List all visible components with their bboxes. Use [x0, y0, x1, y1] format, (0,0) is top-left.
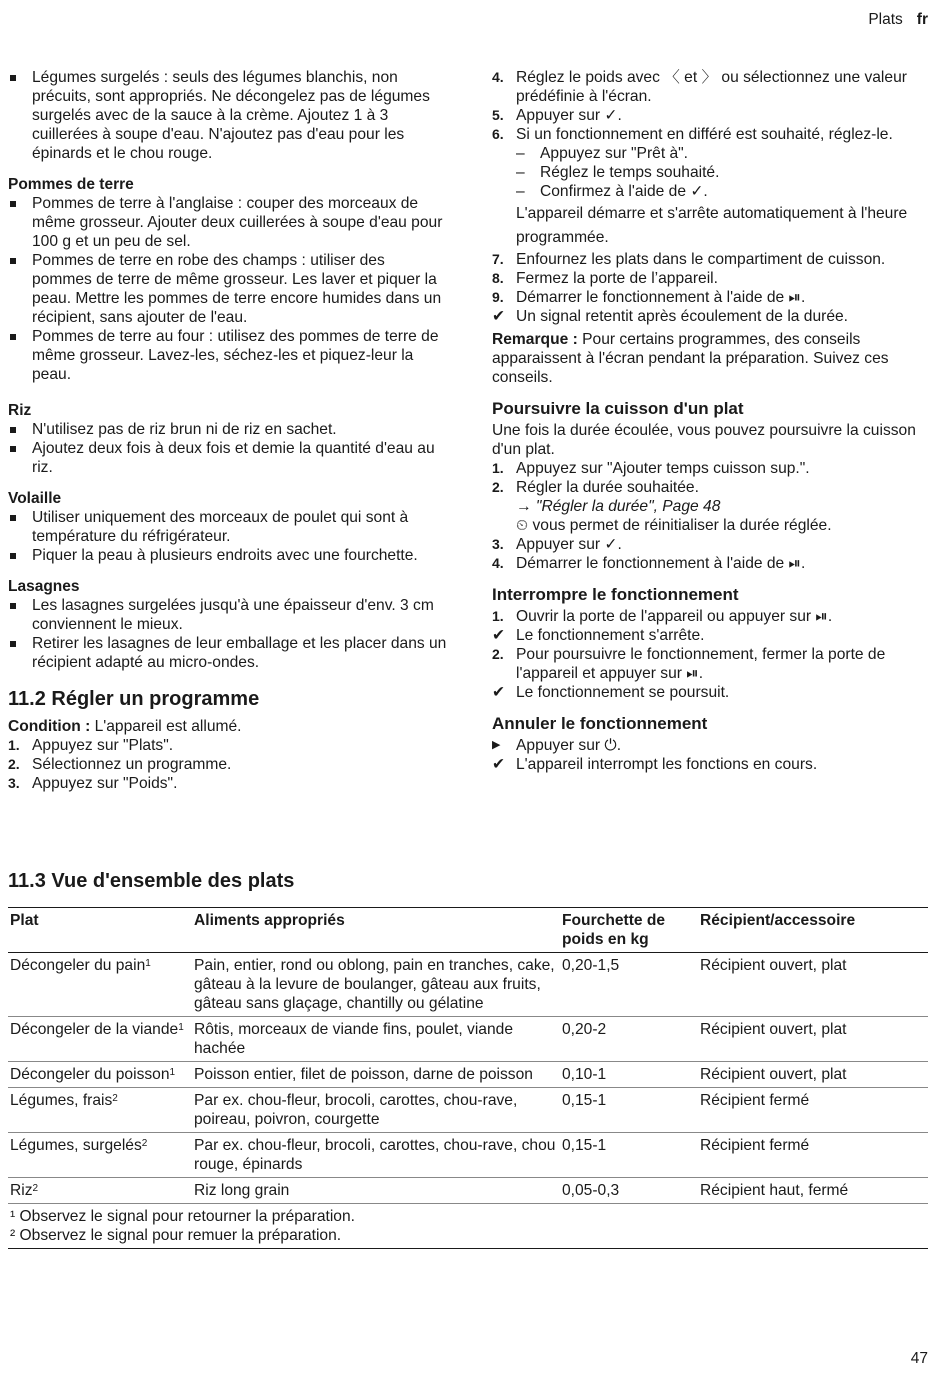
cell-plat: Décongeler du pain [10, 957, 146, 974]
step: 1. Ouvrir la porte de l'appareil ou appuyer sur ⏯. [492, 608, 833, 625]
left-column [8, 68, 448, 793]
cell-recipient: Récipient ouvert, plat [698, 1017, 928, 1062]
reset-note: ⏲ vous permet de réinitialiser la durée réglée. [516, 517, 832, 534]
table-row: Riz$^2$ Riz long grain 0,05-0,3 Récipient haut, fermé [8, 1178, 928, 1204]
cell-aliments: Par ex. chou-fleur, brocoli, carottes, chou-rave, poireau, poivron, courgette [192, 1088, 560, 1133]
result: ✔ Le fonctionnement se poursuit. [492, 684, 730, 701]
column-header: Récipient/accessoire [698, 908, 928, 953]
cell-plat: Légumes, frais [10, 1092, 113, 1109]
bullet-icon [10, 603, 16, 609]
dishes-table [8, 907, 928, 1249]
cell-poids: 0,15-1 [560, 1088, 698, 1133]
step: 4. Démarrer le fonctionnement à l'aide de ⏯. [492, 555, 806, 572]
column-header: Aliments appropriés [192, 908, 560, 953]
cell-plat: Légumes, surgelés [10, 1137, 142, 1154]
group-title: Pommes de terre [8, 176, 134, 193]
page-header [868, 10, 928, 29]
bullet-icon [10, 553, 16, 559]
step: 1. Appuyez sur "Plats". [8, 737, 174, 754]
column-header: Fourchette de poids en kg [560, 908, 698, 953]
list-item: Utiliser uniquement des morceaux de poulet qui sont à température du réfrigérateur. [8, 508, 448, 546]
cell-aliments: Rôtis, morceaux de viande fins, poulet, viande hachée [192, 1017, 560, 1062]
step: 3. Appuyer sur ✓. [492, 536, 622, 553]
bullet-icon [10, 201, 16, 207]
sub-step: – Réglez le temps souhaité. [516, 164, 720, 181]
sub-step: – Appuyez sur "Prêt à". [516, 145, 689, 162]
cell-recipient: Récipient haut, fermé [698, 1178, 928, 1204]
cell-aliments: Riz long grain [192, 1178, 560, 1204]
bullet-icon [10, 258, 16, 264]
section-title: 11.2 Régler un programme [8, 688, 260, 710]
cell-recipient: Récipient ouvert, plat [698, 1062, 928, 1088]
bullet-icon [10, 515, 16, 521]
cell-aliments: Pain, entier, rond ou oblong, pain en tranches, cake, gâteau à la levure de boulanger, gâteau aux fruits, gâteau sans glaçage, chantilly ou gélatine [192, 953, 560, 1017]
cell-recipient: Récipient fermé [698, 1133, 928, 1178]
step: 6. Si un fonctionnement en différé est souhaité, réglez-le. [492, 126, 893, 143]
step: 5. Appuyer sur ✓. [492, 107, 622, 124]
table-row: Décongeler de la viande$^1$ Rôtis, morceaux de viande fins, poulet, viande hachée 0,20-2 Récipient ouvert, plat [8, 1017, 928, 1062]
footnote-row [8, 1204, 928, 1227]
condition: Condition : L'appareil est allumé. [8, 718, 242, 735]
header-lang: fr [916, 11, 928, 28]
step: 2. Régler la durée souhaitée. [492, 479, 699, 496]
cell-recipient: Récipient ouvert, plat [698, 953, 928, 1017]
cell-poids: 0,05-0,3 [560, 1178, 698, 1204]
step: 2. Sélectionnez un programme. [8, 756, 232, 773]
footnote-row [8, 1226, 928, 1249]
step: 9. Démarrer le fonctionnement à l'aide de ⏯. [492, 289, 806, 306]
step: 8. Fermez la porte de l’appareil. [492, 270, 718, 287]
arrow-icon: ▶ [492, 739, 501, 751]
table-row: Légumes, surgelés$^2$ Par ex. chou-fleur, brocoli, carottes, chou-rave, chou rouge, épinards 0,15-1 Récipient fermé [8, 1133, 928, 1178]
bullet-icon [10, 446, 16, 452]
cell-aliments: Par ex. chou-fleur, brocoli, carottes, chou-rave, chou rouge, épinards [192, 1133, 560, 1178]
table-header-row [8, 908, 928, 953]
result: ✔ L'appareil interrompt les fonctions en cours. [492, 756, 818, 773]
step: 7. Enfournez les plats dans le compartiment de cuisson. [492, 251, 886, 268]
bullet-icon [10, 427, 16, 433]
list-item: Pommes de terre en robe des champs : utiliser des pommes de terre de même grosseur. Les laver et piquer la peau. Mettre les pommes de terre encore humides dans un récipient, sans ajouter de l'eau. [8, 251, 448, 327]
group-title: Lasagnes [8, 578, 80, 595]
cell-recipient: Récipient fermé [698, 1088, 928, 1133]
bullet-icon [10, 75, 16, 81]
list-item: Pommes de terre au four : utilisez des pommes de terre de même grosseur. Lavez-les, séchez-les et piquez-leur la peau. [8, 327, 448, 384]
step: ▶ Appuyer sur ⏻. [492, 737, 622, 754]
sub-step: – Confirmez à l'aide de ✓. [516, 183, 708, 200]
group-title: Riz [8, 402, 32, 419]
list-item: Ajoutez deux fois à deux fois et demie la quantité d'eau au riz. [8, 439, 448, 477]
list-item: Légumes surgelés : seuls des légumes blanchis, non précuits, sont appropriés. Ne décongelez pas de légumes surgelés avec de la sauce à la crème. Ajoutez 1 à 3 cuillerées à soupe d'eau. N'ajoutez pas d'eau pour les épinards et le chou rouge. [8, 68, 448, 163]
column-header: Plat [8, 908, 192, 953]
footnote: ¹ Observez le signal pour retourner la préparation. [10, 1208, 355, 1225]
cell-plat: Riz [10, 1182, 33, 1199]
cell-poids: 0,20-2 [560, 1017, 698, 1062]
result: ✔ Le fonctionnement s'arrête. [492, 627, 705, 644]
paragraph: Une fois la durée écoulée, vous pouvez poursuivre la cuisson d'un plat. [492, 422, 916, 458]
table-row: Décongeler du poisson$^1$ Poisson entier, filet de poisson, darne de poisson 0,10-1 Récipient ouvert, plat [8, 1062, 928, 1088]
list-item: N'utilisez pas de riz brun ni de riz en sachet. [8, 420, 448, 439]
footnote: ² Observez le signal pour remuer la préparation. [8, 1226, 928, 1249]
delay-note: L'appareil démarre et s'arrête automatiquement à l'heure programmée. [516, 205, 908, 246]
result: ✔ Un signal retentit après écoulement de la durée. [492, 308, 848, 325]
cell-aliments: Poisson entier, filet de poisson, darne de poisson [192, 1062, 560, 1088]
cell-poids: 0,20-1,5 [560, 953, 698, 1017]
check-icon: ✔ [492, 756, 506, 773]
header-section: Plats [868, 11, 903, 28]
page-number: 47 [910, 1350, 928, 1367]
cross-reference[interactable]: → "Régler la durée", Page 48 [516, 498, 721, 515]
subsection-title: Annuler le fonctionnement [492, 714, 708, 733]
bullet-icon [10, 641, 16, 647]
list-item: Les lasagnes surgelées jusqu'à une épaisseur d'env. 3 cm conviennent le mieux. [8, 596, 448, 634]
list-item: Piquer la peau à plusieurs endroits avec une fourchette. [8, 546, 448, 565]
step: 3. Appuyez sur "Poids". [8, 775, 178, 792]
bullet-icon [10, 334, 16, 340]
cell-plat: Décongeler du poisson [10, 1066, 170, 1083]
check-icon: ✔ [492, 627, 506, 644]
subsection-title: Poursuivre la cuisson d'un plat [492, 399, 744, 418]
step: 4. Réglez le poids avec 〈 et 〉 ou sélectionnez une valeur prédéfinie à l'écran. [492, 69, 907, 105]
right-column [492, 68, 924, 774]
section-title: 11.3 Vue d'ensemble des plats [8, 870, 295, 892]
step: 1. Appuyez sur "Ajouter temps cuisson sup.". [492, 460, 810, 477]
cell-plat: Décongeler de la viande [10, 1021, 179, 1038]
cell-poids: 0,10-1 [560, 1062, 698, 1088]
subsection-title: Interrompre le fonctionnement [492, 585, 739, 604]
remark: Remarque : Pour certains programmes, des conseils apparaissent à l'écran pendant la préparation. Suivez ces conseils. [492, 331, 889, 386]
list-item: Retirer les lasagnes de leur emballage et les placer dans un récipient adapté au micro-ondes. [8, 634, 448, 672]
cell-poids: 0,15-1 [560, 1133, 698, 1178]
group-title: Volaille [8, 490, 62, 507]
list-item: Pommes de terre à l'anglaise : couper des morceaux de même grosseur. Ajouter deux cuillerées à soupe d'eau pour 100 g et un peu de sel. [8, 194, 448, 251]
table-row: Légumes, frais$^2$ Par ex. chou-fleur, brocoli, carottes, chou-rave, poireau, poivron, courgette 0,15-1 Récipient fermé [8, 1088, 928, 1133]
check-icon: ✔ [492, 308, 506, 325]
table-row: Décongeler du pain$^1$ Pain, entier, rond ou oblong, pain en tranches, cake, gâteau à la levure de boulanger, gâteau aux fruits, gâteau sans glaçage, chantilly ou gélatine 0,20-1,5 Récipient ouvert, plat [8, 953, 928, 1017]
step: 2. Pour poursuivre le fonctionnement, fermer la porte de l'appareil et appuyer sur ⏯. [492, 646, 886, 682]
check-icon: ✔ [492, 684, 506, 701]
